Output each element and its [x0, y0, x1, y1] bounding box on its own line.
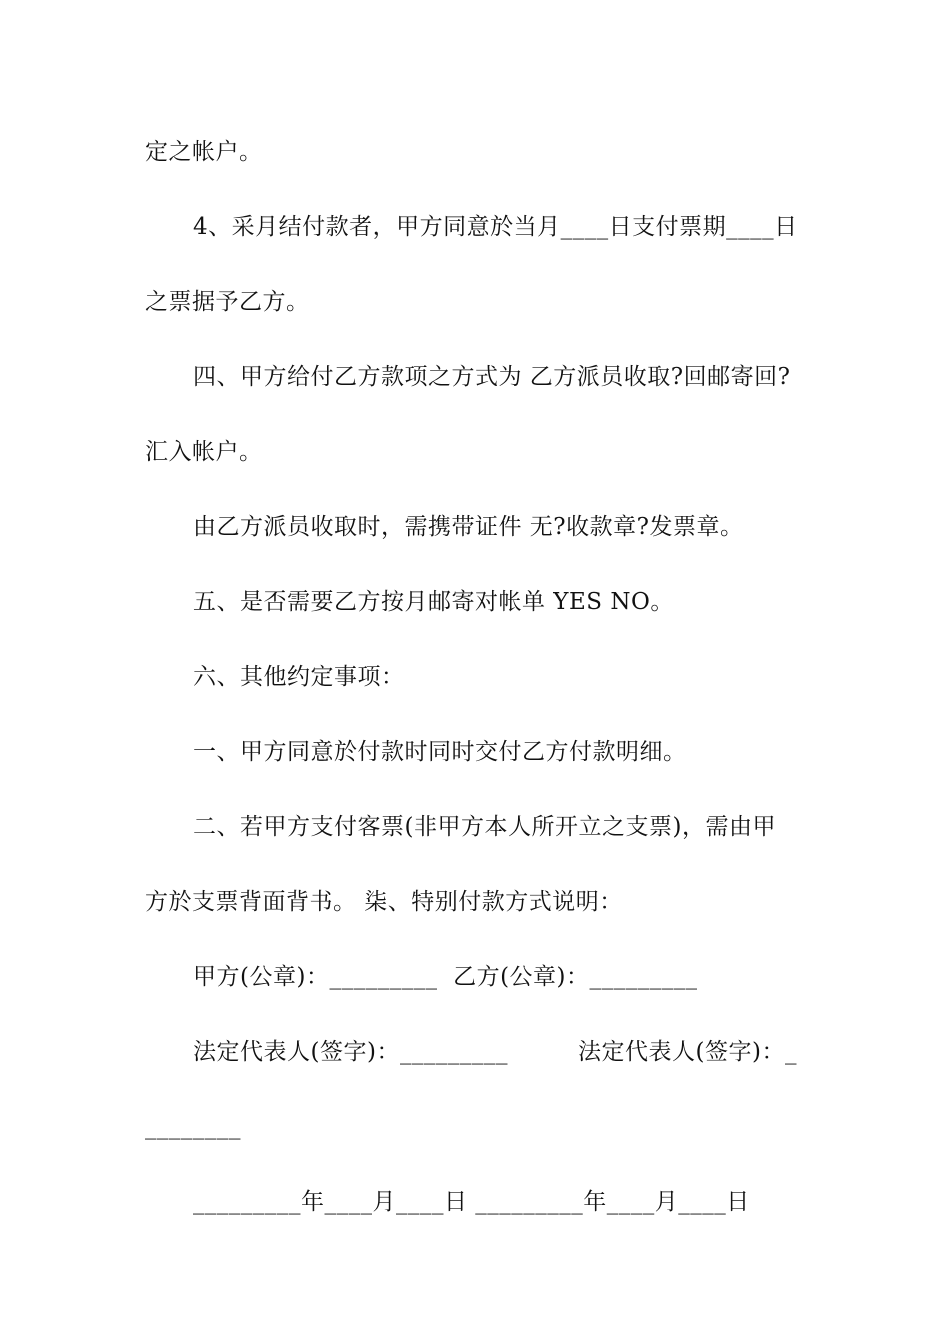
party-b-representative-signature: 法定代表人(签字)：_ — [578, 1039, 797, 1065]
party-a-representative-signature: 法定代表人(签字)：_________ — [193, 1039, 508, 1065]
paragraph-line: 之票据予乙方。 — [145, 289, 310, 315]
statement-mailing-clause: 五、是否需要乙方按月邮寄对帐单 YES NO。 — [193, 589, 674, 615]
signature-underline-continuation: ________ — [145, 1114, 241, 1140]
collection-documents-clause: 由乙方派员收取时，需携带证件 无?收款章?发票章。 — [193, 514, 744, 540]
company-seal-line: 甲方(公章)：_________ 乙方(公章)：_________ — [193, 964, 698, 990]
paragraph-line: 汇入帐户。 — [145, 439, 263, 465]
signing-date-line: _________年____月____日 _________年____月____日 — [193, 1189, 750, 1215]
payment-details-clause: 一、甲方同意於付款时同时交付乙方付款明细。 — [193, 739, 687, 765]
paragraph-line: 方於支票背面背书。 柒、特别付款方式说明： — [145, 889, 623, 915]
payment-date-clause: 4、采月结付款者，甲方同意於当月____日支付票期____日 — [193, 214, 798, 240]
payment-method-clause: 四、甲方给付乙方款项之方式为 乙方派员收取?回邮寄回? — [193, 364, 791, 390]
other-terms-heading: 六、其他约定事项： — [193, 664, 405, 690]
customer-cheque-clause: 二、若甲方支付客票(非甲方本人所开立之支票)，需由甲 — [193, 814, 776, 840]
paragraph-line: 定之帐户。 — [145, 139, 263, 165]
